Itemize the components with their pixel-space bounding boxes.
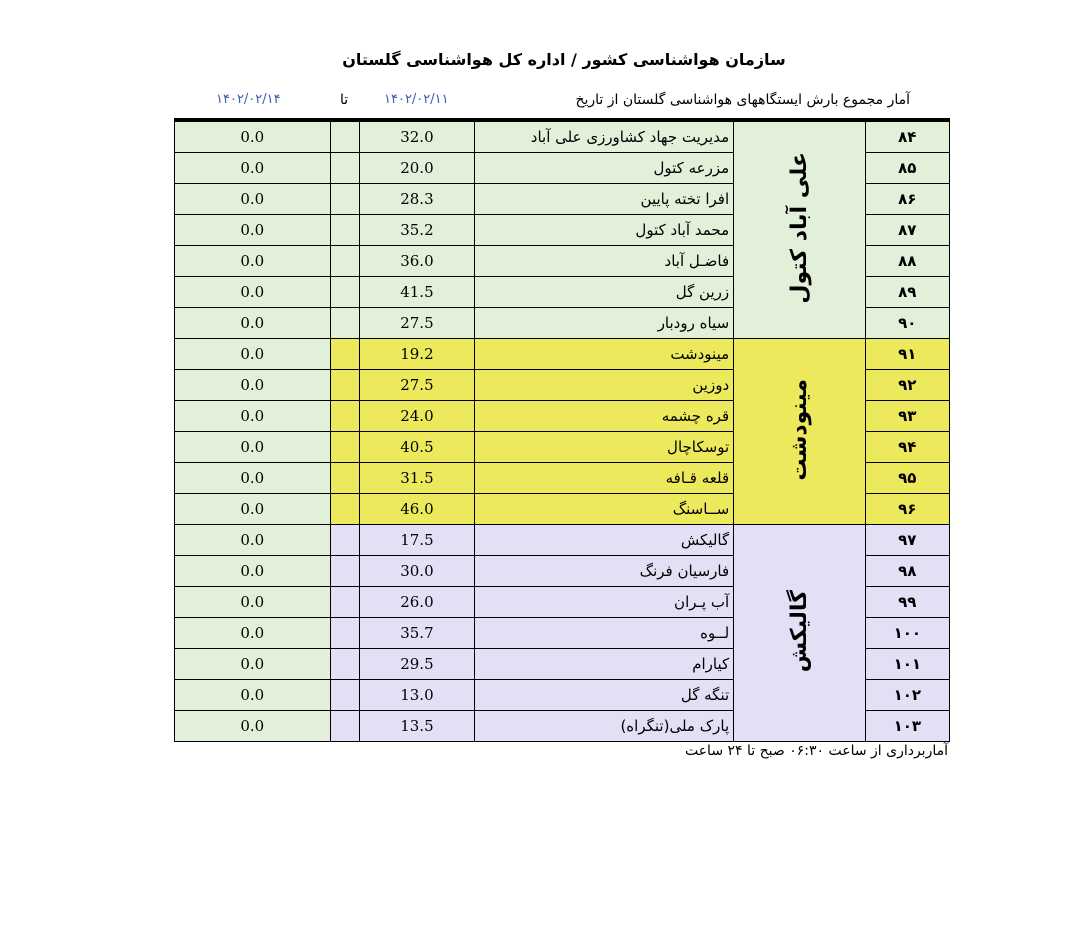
empty-cell (330, 525, 359, 556)
value-cell-1: 27.5 (359, 370, 474, 401)
row-number-cell: ۹۵ (865, 463, 949, 494)
row-number-cell: ۹۶ (865, 494, 949, 525)
station-name-cell: قلعه قـافه (475, 463, 734, 494)
value-cell-1: 13.5 (359, 711, 474, 742)
row-number-cell: ۸۴ (865, 120, 949, 153)
row-number-cell: ۹۴ (865, 432, 949, 463)
value-cell-1: 29.5 (359, 649, 474, 680)
empty-cell (330, 649, 359, 680)
row-number-cell: ۱۰۲ (865, 680, 949, 711)
row-number-cell: ۹۸ (865, 556, 949, 587)
empty-cell (330, 587, 359, 618)
to-label: تا (340, 92, 349, 108)
value-cell-2: 0.0 (175, 215, 331, 246)
station-name-cell: دوزین (475, 370, 734, 401)
value-cell-2: 0.0 (175, 432, 331, 463)
value-cell-2: 0.0 (175, 525, 331, 556)
region-cell (734, 525, 866, 742)
empty-cell (330, 463, 359, 494)
value-cell-2: 0.0 (175, 494, 331, 525)
empty-cell (330, 184, 359, 215)
station-name-cell: توسکاچال (475, 432, 734, 463)
table-row (175, 120, 950, 153)
station-name-cell: مدیریت جهاد کشاورزی علی آباد (475, 120, 734, 153)
value-cell-1: 41.5 (359, 277, 474, 308)
value-cell-1: 30.0 (359, 556, 474, 587)
station-name-cell: مینودشت (475, 339, 734, 370)
empty-cell (330, 711, 359, 742)
value-cell-2: 0.0 (175, 120, 331, 153)
footer-note: آماربرداری از ساعت ۰۶:۳۰ صبح تا ۲۴ ساعت (684, 743, 948, 759)
station-name-cell: گالیکش (475, 525, 734, 556)
station-name-cell: فاضـل آباد (475, 246, 734, 277)
region-label: مینودشت (786, 378, 812, 481)
value-cell-1: 26.0 (359, 587, 474, 618)
subtitle: آمار مجموع بارش ایستگاههای هواشناسی گلستان از تاریخ (575, 92, 910, 108)
value-cell-2: 0.0 (175, 401, 331, 432)
subtitle-row (174, 92, 950, 112)
station-name-cell: آب پـران (475, 587, 734, 618)
station-name-cell: محمد آباد کتول (475, 215, 734, 246)
empty-cell (330, 153, 359, 184)
region-cell (734, 339, 866, 525)
page-title: سازمان هواشناسی کشور / اداره کل هواشناسی گلستان (342, 50, 786, 69)
value-cell-1: 35.2 (359, 215, 474, 246)
station-name-cell: مزرعه کتول (475, 153, 734, 184)
region-label: گالیکش (786, 589, 812, 673)
empty-cell (330, 277, 359, 308)
empty-cell (330, 215, 359, 246)
station-name-cell: پارک ملی(تنگراه) (475, 711, 734, 742)
row-number-cell: ۱۰۰ (865, 618, 949, 649)
empty-cell (330, 680, 359, 711)
empty-cell (330, 432, 359, 463)
station-name-cell: فارسیان فرنگ (475, 556, 734, 587)
value-cell-2: 0.0 (175, 618, 331, 649)
value-cell-2: 0.0 (175, 556, 331, 587)
value-cell-2: 0.0 (175, 370, 331, 401)
empty-cell (330, 339, 359, 370)
station-name-cell: قره چشمه (475, 401, 734, 432)
region-cell (734, 120, 866, 339)
precipitation-table (174, 118, 950, 742)
row-number-cell: ۹۰ (865, 308, 949, 339)
station-name-cell: زرین گل (475, 277, 734, 308)
empty-cell (330, 401, 359, 432)
row-number-cell: ۹۳ (865, 401, 949, 432)
value-cell-2: 0.0 (175, 649, 331, 680)
empty-cell (330, 618, 359, 649)
value-cell-1: 36.0 (359, 246, 474, 277)
station-name-cell: سیاه رودبار (475, 308, 734, 339)
row-number-cell: ۹۲ (865, 370, 949, 401)
station-name-cell: تنگه گل (475, 680, 734, 711)
empty-cell (330, 370, 359, 401)
value-cell-1: 17.5 (359, 525, 474, 556)
row-number-cell: ۸۶ (865, 184, 949, 215)
value-cell-1: 32.0 (359, 120, 474, 153)
value-cell-1: 40.5 (359, 432, 474, 463)
empty-cell (330, 120, 359, 153)
row-number-cell: ۹۹ (865, 587, 949, 618)
empty-cell (330, 308, 359, 339)
station-name-cell: کیارام (475, 649, 734, 680)
table-row (175, 525, 950, 556)
station-name-cell: لــوه (475, 618, 734, 649)
row-number-cell: ۸۸ (865, 246, 949, 277)
value-cell-2: 0.0 (175, 246, 331, 277)
value-cell-2: 0.0 (175, 339, 331, 370)
station-name-cell: ســاسنگ (475, 494, 734, 525)
value-cell-1: 13.0 (359, 680, 474, 711)
value-cell-2: 0.0 (175, 184, 331, 215)
value-cell-1: 28.3 (359, 184, 474, 215)
empty-cell (330, 556, 359, 587)
value-cell-2: 0.0 (175, 308, 331, 339)
row-number-cell: ۸۷ (865, 215, 949, 246)
empty-cell (330, 246, 359, 277)
table-row (175, 339, 950, 370)
date-from: ۱۴۰۲/۰۲/۱۱ (384, 92, 449, 107)
value-cell-1: 35.7 (359, 618, 474, 649)
value-cell-1: 24.0 (359, 401, 474, 432)
date-to: ۱۴۰۲/۰۲/۱۴ (216, 92, 281, 107)
value-cell-2: 0.0 (175, 277, 331, 308)
row-number-cell: ۸۹ (865, 277, 949, 308)
row-number-cell: ۹۱ (865, 339, 949, 370)
row-number-cell: ۹۷ (865, 525, 949, 556)
value-cell-2: 0.0 (175, 680, 331, 711)
value-cell-2: 0.0 (175, 587, 331, 618)
empty-cell (330, 494, 359, 525)
value-cell-1: 46.0 (359, 494, 474, 525)
value-cell-1: 20.0 (359, 153, 474, 184)
row-number-cell: ۱۰۳ (865, 711, 949, 742)
region-label: علی آباد کتول (786, 152, 812, 304)
value-cell-1: 31.5 (359, 463, 474, 494)
station-name-cell: افرا تخته پایین (475, 184, 734, 215)
value-cell-1: 19.2 (359, 339, 474, 370)
value-cell-1: 27.5 (359, 308, 474, 339)
value-cell-2: 0.0 (175, 153, 331, 184)
value-cell-2: 0.0 (175, 463, 331, 494)
value-cell-2: 0.0 (175, 711, 331, 742)
row-number-cell: ۱۰۱ (865, 649, 949, 680)
row-number-cell: ۸۵ (865, 153, 949, 184)
